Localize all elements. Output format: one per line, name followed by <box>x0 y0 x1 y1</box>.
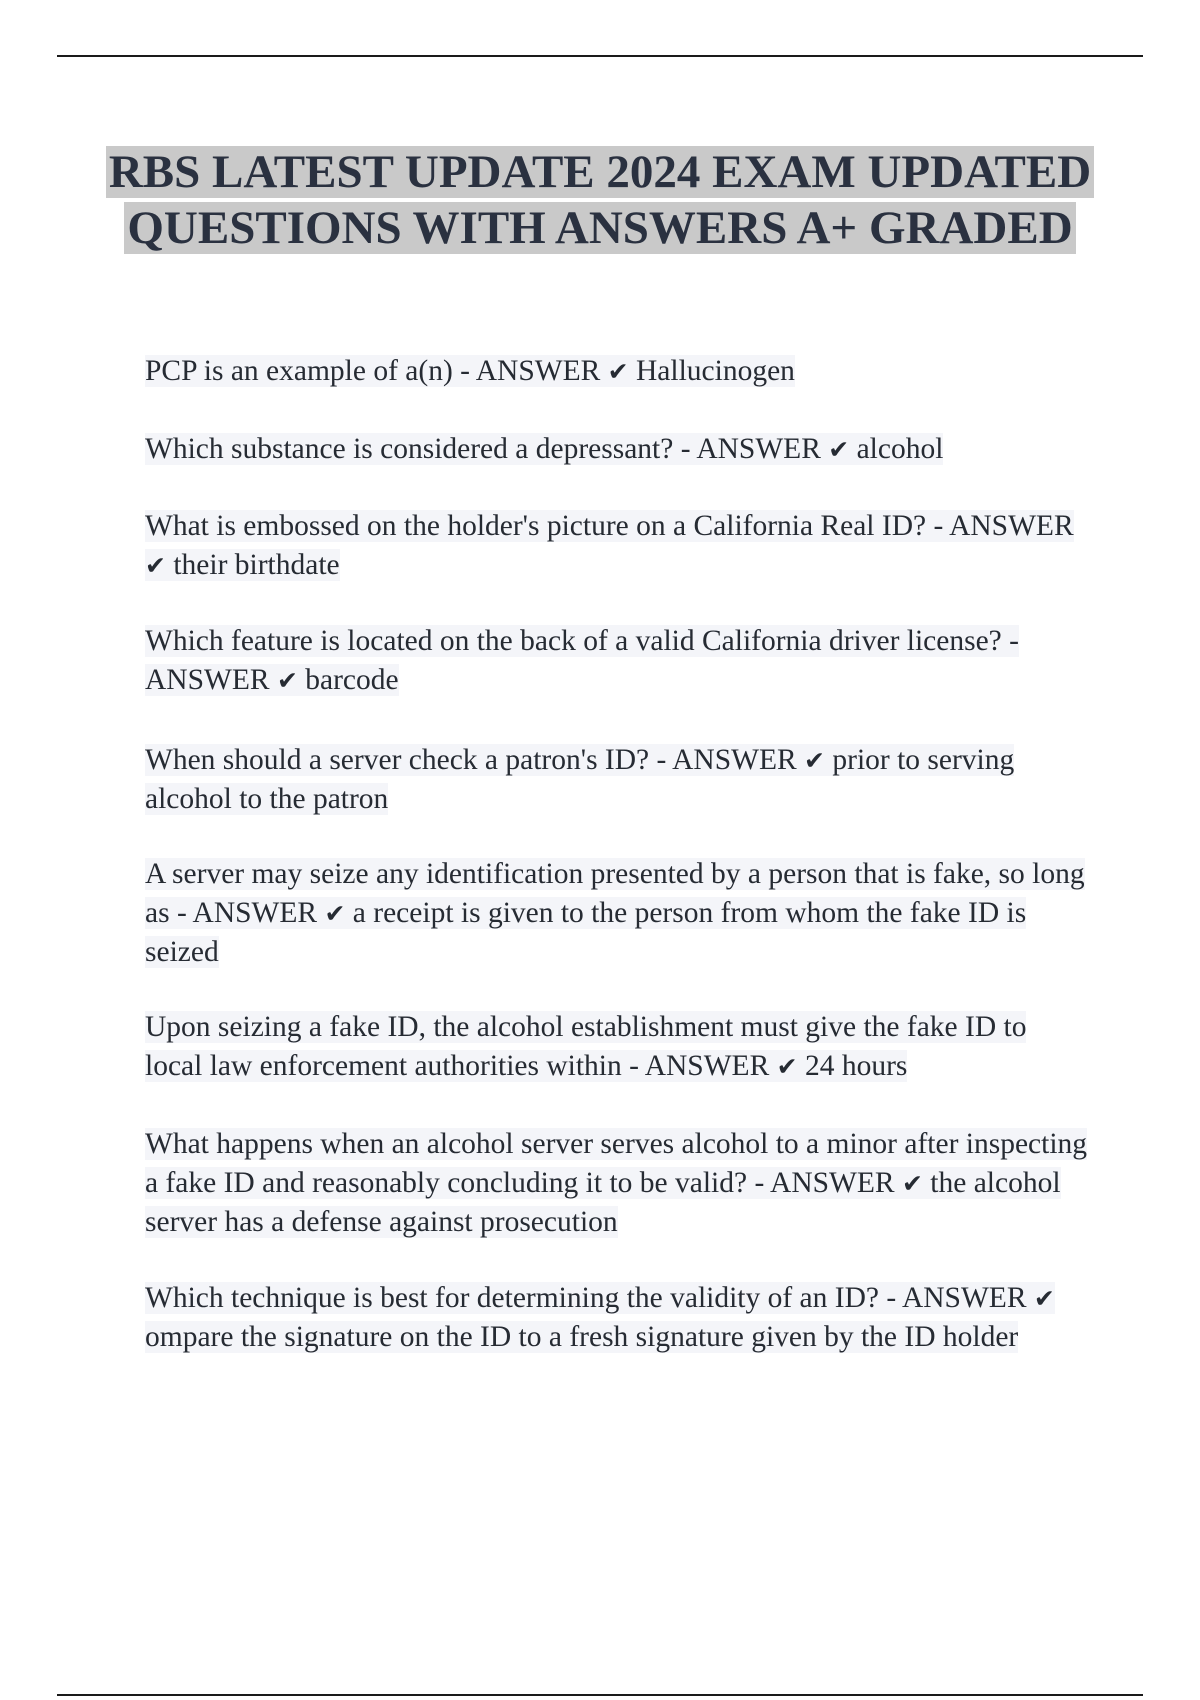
question-text: A server may seize any identification presented by a person that is fake, so long as - <box>145 858 1085 929</box>
answer-text: their birthdate <box>173 549 340 581</box>
answer-text: alcohol <box>856 433 944 465</box>
question-text: What happens when an alcohol server serves alcohol to a minor after inspecting a fake ID and reasonably concluding it to be valid? - <box>145 1128 1088 1199</box>
qa-item <box>145 430 1090 469</box>
document-title-text: RBS LATEST UPDATE 2024 EXAM UPDATED QUESTIONS WITH ANSWERS A+ GRADED <box>106 146 1094 254</box>
qa-item <box>145 741 1090 819</box>
check-mark-icon: ✔ <box>276 666 298 695</box>
check-mark-icon: ✔ <box>828 435 850 464</box>
check-mark-icon: ✔ <box>901 1169 923 1198</box>
answer-text: 24 hours <box>804 1050 908 1082</box>
qa-item <box>145 622 1090 700</box>
answer-text: prior to serving alcohol to the patron <box>145 744 1015 815</box>
answer-text: ompare the signature on the ID to a fresh signature given by the ID holder <box>145 1321 1019 1353</box>
check-mark-icon: ✔ <box>804 746 825 775</box>
document-title <box>60 144 1140 256</box>
question-text: Which feature is located on the back of a valid California driver license? - <box>145 625 1019 657</box>
answer-text: a receipt is given to the person from whom the fake ID is seized <box>145 897 1027 968</box>
answer-label: ANSWER <box>949 510 1074 542</box>
qa-item <box>145 1008 1090 1086</box>
check-mark-icon: ✔ <box>324 899 346 928</box>
question-text: Which substance is considered a depressant? - <box>145 433 691 465</box>
answer-label: ANSWER <box>672 744 797 776</box>
answer-label: ANSWER <box>644 1050 770 1082</box>
qa-item <box>145 855 1090 972</box>
question-text: What is embossed on the holder's picture on a California Real ID? - <box>145 510 944 542</box>
answer-text: barcode <box>305 664 399 696</box>
answer-label: ANSWER <box>696 433 821 465</box>
answer-label: ANSWER <box>475 355 601 387</box>
qa-item <box>145 1125 1090 1242</box>
answer-label: ANSWER <box>192 897 318 929</box>
question-text: Which technique is best for determining the validity of an ID? - <box>145 1282 897 1314</box>
qa-item <box>145 352 1090 391</box>
question-text: PCP is an example of a(n) - <box>145 355 470 387</box>
answer-text: Hallucinogen <box>636 355 795 387</box>
check-mark-icon: ✔ <box>145 551 166 580</box>
top-divider <box>57 55 1143 57</box>
qa-item <box>145 507 1090 585</box>
check-mark-icon: ✔ <box>1033 1284 1055 1313</box>
check-mark-icon: ✔ <box>776 1052 798 1081</box>
answer-label: ANSWER <box>901 1282 1027 1314</box>
check-mark-icon: ✔ <box>607 357 629 386</box>
answer-label: ANSWER <box>145 664 270 696</box>
qa-item <box>145 1279 1090 1357</box>
bottom-divider <box>57 1694 1143 1696</box>
question-text: Upon seizing a fake ID, the alcohol establishment must give the fake ID to local law enforcement authorities within - <box>145 1011 1027 1082</box>
question-text: When should a server check a patron's ID? - <box>145 744 667 776</box>
answer-text: the alcohol server has a defense against prosecution <box>145 1167 1061 1238</box>
answer-label: ANSWER <box>770 1167 895 1199</box>
